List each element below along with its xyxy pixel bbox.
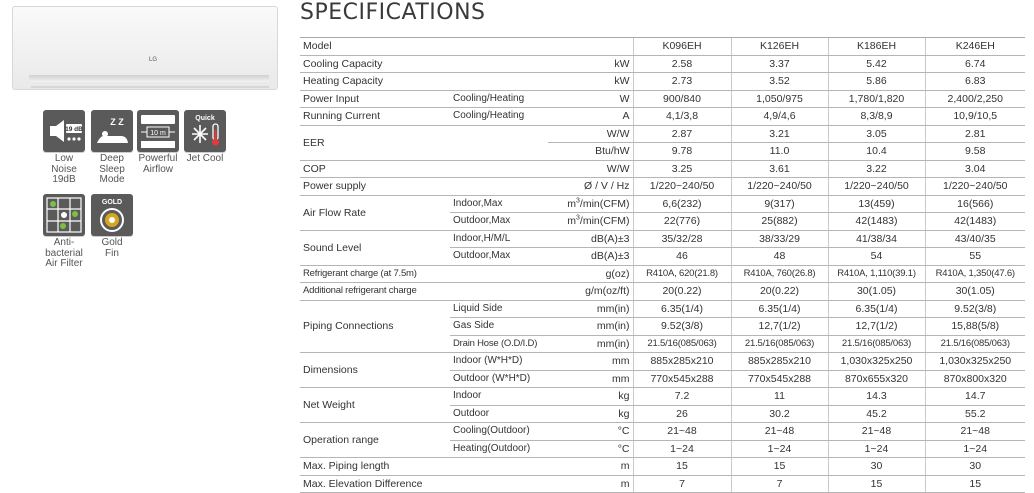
- cell: 21.5/16(085/063): [731, 335, 828, 353]
- cell: 1/220~240/50: [633, 178, 731, 196]
- cell: 20(0.22): [633, 283, 731, 301]
- cell: 6.35(1/4): [731, 300, 828, 318]
- row-label: COP: [300, 160, 548, 178]
- unit: °C: [548, 423, 633, 441]
- model-label: Model: [300, 38, 633, 56]
- row-label: Air Flow Rate: [300, 195, 450, 230]
- table-row: [300, 388, 1025, 406]
- feature-jet-cool: [181, 110, 229, 165]
- row-label: Refrigerant charge (at 7.5m): [300, 265, 548, 283]
- jet-cool-icon: [184, 110, 226, 152]
- unit-part: /min(CFM): [579, 215, 630, 228]
- cell: 9.58: [925, 143, 1025, 161]
- cell: 9.52(3/8): [633, 318, 731, 336]
- cell: 770x545x288: [633, 370, 731, 388]
- cell: 1/220~240/50: [731, 178, 828, 196]
- cell: 3.04: [925, 160, 1025, 178]
- air-conditioner-image: [12, 6, 278, 90]
- cell: 11.0: [731, 143, 828, 161]
- row-sublabel: Cooling/Heating: [450, 108, 548, 126]
- cell: 15: [828, 475, 925, 493]
- row-label: Additional refrigerant charge: [300, 283, 548, 301]
- cell: 21.5/16(085/063): [633, 335, 731, 353]
- unit: kg: [548, 388, 633, 406]
- cell: 11: [731, 388, 828, 406]
- cell: 13(459): [828, 195, 925, 213]
- feature-label-line: Anti-: [53, 237, 75, 248]
- low-noise-badge: 19 dB: [65, 126, 83, 133]
- gold-fin-badge: GOLD: [101, 199, 123, 206]
- cell: 4,1/3,8: [633, 108, 731, 126]
- cell: 2.87: [633, 125, 731, 143]
- specifications-table: [300, 37, 1025, 493]
- cell: R410A, 620(21.8): [633, 265, 731, 283]
- cell: 6.35(1/4): [633, 300, 731, 318]
- feature-label-line: 19dB: [52, 174, 76, 185]
- unit-part: m: [567, 215, 577, 228]
- unit: m: [548, 475, 633, 493]
- model-name: K126EH: [731, 38, 828, 56]
- unit: mm(in): [548, 300, 633, 318]
- cell: 10.4: [828, 143, 925, 161]
- cell: 38/33/29: [731, 230, 828, 248]
- cell: 55: [925, 248, 1025, 266]
- feature-label-line: Air Filter: [45, 258, 83, 269]
- cell: 7.2: [633, 388, 731, 406]
- cell: 2.73: [633, 73, 731, 91]
- unit: Ø / V / Hz: [548, 178, 633, 196]
- cell: 7: [633, 475, 731, 493]
- unit: g/m(oz/ft): [548, 283, 633, 301]
- row-sublabel: Outdoor,Max: [450, 248, 548, 266]
- cell: 10,9/10,5: [925, 108, 1025, 126]
- cell: 900/840: [633, 90, 731, 108]
- unit: mm: [548, 370, 633, 388]
- unit: [548, 213, 633, 231]
- unit-part: /min(CFM): [579, 197, 630, 210]
- cell: 41/38/34: [828, 230, 925, 248]
- cell: 1,030x325x250: [828, 353, 925, 371]
- cell: 30(1.05): [828, 283, 925, 301]
- row-sublabel: Outdoor: [450, 405, 548, 423]
- row-sublabel: Indoor (W*H*D): [450, 353, 548, 371]
- table-row: [300, 230, 1025, 248]
- cell: 35/32/28: [633, 230, 731, 248]
- table-row: [300, 458, 1025, 476]
- table-row: [300, 90, 1025, 108]
- row-sublabel: Drain Hose (O.D/I.D): [450, 335, 548, 353]
- row-label: Max. Elevation Difference: [300, 475, 548, 493]
- feature-label-line: Deep: [100, 153, 124, 164]
- row-label: Max. Piping length: [300, 458, 548, 476]
- cell: 15: [633, 458, 731, 476]
- powerful-airflow-icon: [137, 110, 179, 152]
- unit-part: m: [567, 197, 577, 210]
- table-row: [300, 195, 1025, 213]
- airflow-badge: 10 m: [150, 130, 166, 137]
- low-noise-icon: [43, 110, 85, 152]
- cell: 3.61: [731, 160, 828, 178]
- row-label: Power supply: [300, 178, 548, 196]
- cell: 1,030x325x250: [925, 353, 1025, 371]
- cell: 1~24: [633, 440, 731, 458]
- row-sublabel: Liquid Side: [450, 300, 548, 318]
- feature-gold-fin: [88, 194, 136, 259]
- cell: R410A, 1,350(47.6): [925, 265, 1025, 283]
- cell: 5.42: [828, 55, 925, 73]
- unit-shadow: [31, 86, 269, 88]
- row-sublabel: Outdoor (W*H*D): [450, 370, 548, 388]
- cell: 42(1483): [925, 213, 1025, 231]
- cell: 3.37: [731, 55, 828, 73]
- feature-low-noise: [40, 110, 88, 186]
- cell: 770x545x288: [731, 370, 828, 388]
- unit-superscript: 3: [576, 214, 580, 222]
- cell: 43/40/35: [925, 230, 1025, 248]
- table-row: [300, 55, 1025, 73]
- cell: 4,9/4,6: [731, 108, 828, 126]
- cell: 3.25: [633, 160, 731, 178]
- cell: 885x285x210: [731, 353, 828, 371]
- feature-label-line: Fin: [105, 247, 119, 259]
- cell: 870x800x320: [925, 370, 1025, 388]
- cell: 885x285x210: [633, 353, 731, 371]
- unit: W/W: [548, 125, 633, 143]
- cell: 45.2: [828, 405, 925, 423]
- unit: mm: [548, 353, 633, 371]
- table-row: [300, 423, 1025, 441]
- cell: 7: [731, 475, 828, 493]
- model-name: K186EH: [828, 38, 925, 56]
- cell: 21~48: [731, 423, 828, 441]
- cell: 1~24: [925, 440, 1025, 458]
- cell: 6.35(1/4): [828, 300, 925, 318]
- feature-label-line: Gold: [101, 237, 123, 248]
- cell: 6.83: [925, 73, 1025, 91]
- cell: 30.2: [731, 405, 828, 423]
- cell: 14.3: [828, 388, 925, 406]
- cell: 12,7(1/2): [828, 318, 925, 336]
- cell: R410A, 760(26.8): [731, 265, 828, 283]
- unit: g(oz): [548, 265, 633, 283]
- cell: 1,780/1,820: [828, 90, 925, 108]
- row-sublabel: Cooling(Outdoor): [450, 423, 548, 441]
- row-sublabel: Indoor,Max: [450, 195, 548, 213]
- cell: 2.58: [633, 55, 731, 73]
- cell: 15: [731, 458, 828, 476]
- cell: 3.21: [731, 125, 828, 143]
- unit: m: [548, 458, 633, 476]
- cell: 6.74: [925, 55, 1025, 73]
- unit: [548, 195, 633, 213]
- row-label: Running Current: [300, 108, 450, 126]
- feature-label-line: Jet Cool: [186, 153, 224, 164]
- cell: 3.52: [731, 73, 828, 91]
- table-row: [300, 125, 1025, 143]
- cell: 9.52(3/8): [925, 300, 1025, 318]
- row-label: Cooling Capacity: [300, 55, 548, 73]
- cell: 14.7: [925, 388, 1025, 406]
- unit: kg: [548, 405, 633, 423]
- cell: 30: [925, 458, 1025, 476]
- feature-label-line: Sleep: [99, 163, 125, 175]
- table-row: [300, 353, 1025, 371]
- row-label: Net Weight: [300, 388, 450, 423]
- cell: 22(776): [633, 213, 731, 231]
- cell: 2,400/2,250: [925, 90, 1025, 108]
- cell: 21.5/16(085/063): [925, 335, 1025, 353]
- cell: 48: [731, 248, 828, 266]
- table-row: [300, 178, 1025, 196]
- unit: dB(A)±3: [548, 248, 633, 266]
- row-sublabel: Indoor,H/M/L: [450, 230, 548, 248]
- cell: 9(317): [731, 195, 828, 213]
- cell: 1,050/975: [731, 90, 828, 108]
- deep-sleep-badge: Z Z: [110, 117, 124, 127]
- deep-sleep-icon: [91, 110, 133, 152]
- cell: 12,7(1/2): [731, 318, 828, 336]
- feature-deep-sleep: [88, 110, 136, 186]
- cell: 42(1483): [828, 213, 925, 231]
- cell: 1~24: [731, 440, 828, 458]
- feature-label-line: bacterial: [45, 247, 83, 259]
- row-label: EER: [300, 125, 548, 160]
- cell: 2.81: [925, 125, 1025, 143]
- cell: 46: [633, 248, 731, 266]
- feature-anti-bacterial: [40, 194, 88, 270]
- brand-logo: LG: [149, 57, 158, 63]
- table-row: [300, 108, 1025, 126]
- cell: 1~24: [828, 440, 925, 458]
- cell: R410A, 1,110(39.1): [828, 265, 925, 283]
- row-sublabel: Heating(Outdoor): [450, 440, 548, 458]
- cell: 3.05: [828, 125, 925, 143]
- table-row: [300, 73, 1025, 91]
- cell: 30(1.05): [925, 283, 1025, 301]
- feature-powerful-airflow: [134, 110, 182, 175]
- cell: 21~48: [633, 423, 731, 441]
- cell: 21~48: [828, 423, 925, 441]
- cell: 55.2: [925, 405, 1025, 423]
- unit: °C: [548, 440, 633, 458]
- unit: kW: [548, 55, 633, 73]
- cell: 16(566): [925, 195, 1025, 213]
- row-label: Power Input: [300, 90, 450, 108]
- unit: mm(in): [548, 335, 633, 353]
- cell: 1/220~240/50: [828, 178, 925, 196]
- air-vent: [29, 75, 269, 82]
- row-sublabel: Indoor: [450, 388, 548, 406]
- row-label: Operation range: [300, 423, 450, 458]
- feature-label-line: Airflow: [142, 163, 173, 175]
- unit: Btu/hW: [548, 143, 633, 161]
- unit: A: [548, 108, 633, 126]
- cell: 5.86: [828, 73, 925, 91]
- table-row: [300, 265, 1025, 283]
- cell: 26: [633, 405, 731, 423]
- unit: W: [548, 90, 633, 108]
- cell: 15,88(5/8): [925, 318, 1025, 336]
- cell: 870x655x320: [828, 370, 925, 388]
- model-name: K246EH: [925, 38, 1025, 56]
- cell: 3.22: [828, 160, 925, 178]
- row-label: Sound Level: [300, 230, 450, 265]
- feature-label-line: Noise: [51, 163, 77, 175]
- unit: W/W: [548, 160, 633, 178]
- row-sublabel: Gas Side: [450, 318, 548, 336]
- cell: 8,3/8,9: [828, 108, 925, 126]
- unit: mm(in): [548, 318, 633, 336]
- page-title: SPECIFICATIONS: [300, 0, 486, 25]
- row-sublabel: Cooling/Heating: [450, 90, 548, 108]
- cell: 25(882): [731, 213, 828, 231]
- cell: 15: [925, 475, 1025, 493]
- feature-label-line: Powerful: [138, 153, 178, 164]
- cell: 6,6(232): [633, 195, 731, 213]
- cell: 1/220~240/50: [925, 178, 1025, 196]
- table-row: [300, 300, 1025, 318]
- gold-fin-icon: [91, 194, 133, 236]
- table-row: [300, 283, 1025, 301]
- unit: kW: [548, 73, 633, 91]
- cell: 30: [828, 458, 925, 476]
- cell: 21~48: [925, 423, 1025, 441]
- table-header-row: [300, 38, 1025, 56]
- table-row: [300, 160, 1025, 178]
- row-label: Piping Connections: [300, 300, 450, 353]
- feature-label-line: Mode: [99, 174, 125, 185]
- anti-bacterial-filter-icon: [43, 194, 85, 236]
- row-label: Dimensions: [300, 353, 450, 388]
- table-row: [300, 475, 1025, 493]
- cell: 20(0.22): [731, 283, 828, 301]
- unit-superscript: 3: [576, 197, 580, 205]
- unit: dB(A)±3: [548, 230, 633, 248]
- feature-label-line: Low: [54, 153, 74, 164]
- cell: 9.78: [633, 143, 731, 161]
- row-sublabel: Outdoor,Max: [450, 213, 548, 231]
- cell: 54: [828, 248, 925, 266]
- cell: 21.5/16(085/063): [828, 335, 925, 353]
- model-name: K096EH: [633, 38, 731, 56]
- row-label: Heating Capacity: [300, 73, 548, 91]
- jet-cool-badge: Quick: [195, 115, 215, 122]
